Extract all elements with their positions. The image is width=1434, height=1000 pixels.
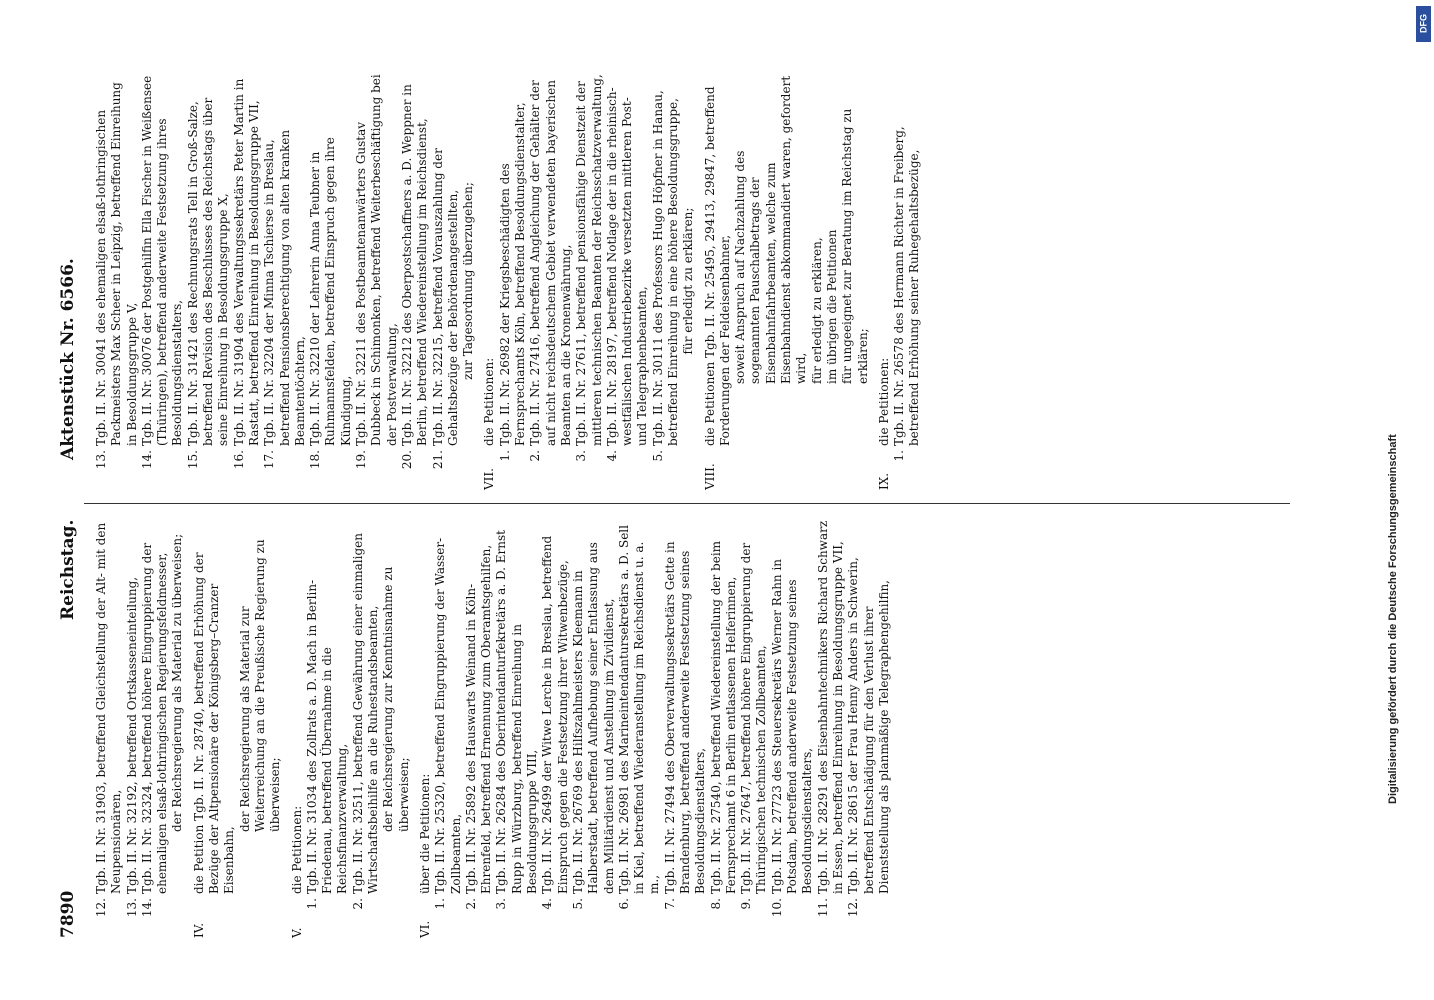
petition-item — [528, 72, 574, 490]
page-number: 7890 — [58, 890, 78, 938]
item-number: 1. — [433, 898, 448, 910]
item-number: V. — [289, 927, 304, 938]
petition-item — [94, 72, 140, 490]
petition-item — [464, 520, 495, 938]
item-number: 2. — [528, 450, 543, 462]
right-column — [94, 72, 923, 490]
item-text: Tgb. II. Nr. 32215, betreffend Vorauszahlung der Gehaltsbezüge der Behördenangestellten, — [430, 148, 460, 446]
decision-text: der Reichsregierung zur Kenntnisnahme zu überweisen; — [381, 566, 411, 832]
decision-text: zur Tagesordnung überzugehen; — [461, 182, 476, 380]
page-title: Reichstag. — [58, 519, 78, 620]
item-number: VI. — [417, 920, 432, 938]
item-text: Tgb. II. Nr. 30076 der Postgehilfin Ella Fischer in Weißensee (Thüringen), betreffend anderweite Festsetzung ihres Besoldungsdienstalters, — [139, 75, 185, 446]
item-text: die Petitionen: — [482, 357, 497, 446]
item-text: Tgb. II. Nr. 32212 des Oberpostschaffners a. D. Weppner in Berlin, betreffend Wiedereinstellung im Reichsdienst, — [399, 84, 430, 446]
petition-item — [94, 520, 125, 938]
item-number: 5. — [650, 450, 665, 462]
item-text: Tgb. II. Nr. 30041 des ehemaligen elsaß-lothringischen Packmeisters Max Scheer in Leipzig, betreffend Einreihung in Besoldungsgruppe V, — [94, 82, 139, 446]
item-number: 17. — [262, 450, 277, 470]
item-text: Tgb. II. Nr. 26981 des Marineintendantursekretärs a. D. Sell in Kiel, betreffend Wiederanstellung im Reichsdienst u. a. m., — [616, 525, 662, 894]
petition-item — [540, 520, 571, 938]
item-text: Tgb. II. Nr. 27494 des Oberverwaltungssekretärs Gette in Brandenburg, betreffend anderweite Festsetzung seines Besoldungsdienstalters, — [662, 541, 708, 894]
item-text: Tgb. II. Nr. 26982 der Kriegsbeschädigten des Fernsprechamts Köln, betreffend Besoldungsdienstalter, — [497, 102, 528, 446]
section-heading — [482, 72, 497, 490]
document-number: Aktenstück Nr. 6566. — [58, 258, 78, 460]
item-text: Tgb. II. Nr. 28291 des Eisenbahntechnikers Richard Schwarz in Essen, betreffend Einreihung in Besoldungsgruppe VII, — [815, 520, 845, 894]
item-number: IX. — [876, 472, 891, 490]
decision-text: für erledigt zu erklären; — [681, 207, 696, 355]
item-number: 21. — [430, 450, 445, 470]
petition-item — [232, 72, 263, 490]
item-text: Tgb. II. Nr. 26769 des Hilfszahlmeisters Kleemann in Halberstadt, betreffend Aufhebung seiner Entlassung aus dem Militärdienst und Anstellung im Zivildienst, — [570, 542, 616, 894]
item-text: Tgb. II. Nr. 26578 des Hermann Richter in Freiberg, betreffend Erhöhung seiner Ruhegehaltsbezüge, — [892, 126, 922, 446]
petition-item — [498, 72, 529, 490]
item-number: 1. — [892, 450, 907, 462]
decision-text: soweit Anspruch auf Nachzahlung des sogenannten Pauschalbetrags der Eisenbahnfahrbeamten, welche zum Eisenbahndienst abkommandiert waren, gefordert wird, — [733, 75, 809, 384]
decision-text: für erledigt zu erklären, — [809, 237, 824, 384]
item-number: 15. — [185, 450, 200, 470]
section-heading — [192, 520, 238, 938]
petition-item — [262, 72, 308, 490]
item-number: 19. — [354, 450, 369, 470]
item-number: 9. — [739, 898, 754, 910]
item-number: 2. — [463, 898, 478, 910]
petition-item — [494, 520, 540, 938]
section-heading — [290, 520, 305, 938]
item-text: die Petitionen Tgb. II. Nr. 25495, 29413, 29847, betreffend Forderungen der Feldeisenbahner, — [702, 86, 732, 446]
item-text: Tgb. II. Nr. 28615 der Frau Henny Anders in Schwerin, betreffend Entschädigung für den Verlust ihrer Dienststellung als planmäßige Telegraphengehilfin, — [846, 557, 891, 894]
item-number: 4. — [604, 450, 619, 462]
item-number: IV. — [191, 922, 206, 938]
petition-item — [433, 520, 464, 938]
item-number: 4. — [540, 898, 555, 910]
decision-text: der Reichsregierung als Material zu überweisen; — [170, 533, 185, 832]
item-text: Tgb. II. Nr. 32324, betreffend höhere Eingruppierung der ehemaligen elsaß-lothringischen Regierungsfeldmesser, — [139, 542, 170, 894]
petition-item — [739, 520, 770, 938]
item-number: VII. — [482, 468, 497, 490]
item-number: 3. — [574, 450, 589, 462]
item-number: 18. — [308, 450, 323, 470]
item-number: 12. — [846, 898, 861, 918]
item-number: 11. — [815, 898, 830, 918]
petition-item — [770, 520, 816, 938]
item-number: 12. — [94, 898, 108, 918]
item-number: 16. — [231, 450, 246, 470]
item-text: Tgb. II. Nr. 32211 des Postbeamtenanwärters Gustav Dubbeck in Schimonken, betreffend Weiterbeschäftigung bei der Postverwaltung, — [354, 74, 399, 446]
digitization-credit: Digitalisierung gefördert durch die Deutsche Forschungsgemeinschaft — [1387, 434, 1399, 804]
item-number: 6. — [616, 898, 631, 910]
petition-item — [617, 520, 663, 938]
item-number: 14. — [139, 450, 154, 470]
section-heading — [703, 72, 734, 490]
petition-item — [846, 520, 892, 938]
decision-text: der Reichsregierung als Material zur Weiterreichung an die Preußische Regierung zu überweisen; — [237, 539, 283, 832]
item-text: Tgb. II. Nr. 28197, betreffend Notlage der in die rheinisch-westfälischen Industriebezirke versetzten mittleren Post- und Telegraphenbeamten, — [604, 87, 650, 446]
item-number: 1. — [497, 450, 512, 462]
item-text: Tgb. II. Nr. 32511, betreffend Gewährung einer einmaligen Wirtschaftsbeihilfe an die Ruhestandsbeamten, — [350, 533, 381, 894]
item-number: 3. — [494, 898, 509, 910]
section-heading — [877, 72, 892, 490]
item-text: Tgb. II. Nr. 27611, betreffend pensionsfähige Dienstzeit der mittleren technischen Beamten der Reichsschatzverwaltung, — [574, 74, 604, 446]
petition-item — [125, 520, 140, 938]
petition-item — [354, 72, 400, 490]
petition-item — [140, 72, 186, 490]
item-number: VIII. — [702, 463, 717, 490]
item-text: Tgb. II. Nr. 25892 des Hauswarts Weinand in Köln-Ehrenfeld, betreffend Ernennung zum Oberamtsgehilfen, — [463, 544, 494, 894]
petition-item — [431, 72, 462, 490]
item-text: Tgb. II. Nr. 31421 des Rechnungsrats Tell in Groß-Salze, betreffend Revision des Beschlusses des Reichstags über seine Einreihung in Besoldungsgruppe X, — [185, 97, 231, 446]
item-text: Tgb. II. Nr. 26499 der Witwe Lerche in Breslau, betreffend Einspruch gegen die Festsetzung ihrer Witwenbezüge, — [540, 535, 570, 894]
petition-item — [709, 520, 740, 938]
item-text: Tgb. II. Nr. 32204 der Minna Tschierse in Breslau, betreffend Pensionsberechtigung von alten kranken Beamtentöchtern, — [262, 129, 307, 446]
item-text: Tgb. II. Nr. 30111 des Professors Hugo Höpfner in Hanau, betreffend Einreihung in eine höhere Besoldungsgruppe, — [650, 90, 680, 446]
petition-item — [571, 520, 617, 938]
petition-item — [140, 520, 171, 938]
dfg-logo: DFG — [1416, 6, 1431, 42]
item-text: Tgb. II. Nr. 31034 des Zollrats a. D. Mach in Berlin-Friedenau, betreffend Übernahme in die Reichsfinanzverwaltung, — [304, 579, 350, 894]
column-divider — [84, 503, 1290, 504]
item-number: 20. — [399, 450, 414, 470]
petition-item — [400, 72, 431, 490]
petition-item — [651, 72, 682, 490]
item-text: Tgb. II. Nr. 27723 des Steuersekretärs Werner Rahn in Potsdam, betreffend anderweite Festsetzung seines Besoldungsdienstalters, — [769, 558, 815, 894]
item-number: 8. — [708, 898, 723, 910]
petition-item — [892, 72, 923, 490]
item-text: Tgb. II. Nr. 27540, betreffend Wiedereinstellung der beim Fernsprechamt 6 in Berlin entlassenen Helferinnen, — [708, 540, 738, 894]
item-text: Tgb. II. Nr. 27647, betreffend höhere Eingruppierung der Thüringischen technischen Zollbeamten, — [739, 542, 769, 894]
petition-item — [663, 520, 709, 938]
item-text: die Petitionen: — [876, 357, 891, 446]
item-text: Tgb. II. Nr. 27416, betreffend Angleichung der Gehälter der auf nicht reichsdeutschem Gebiet verwendeten bayerischen Beamten an die Kronenwährung, — [528, 80, 573, 446]
decision-text: für ungeeignet zur Beratung im Reichstag zu erklären; — [840, 108, 870, 384]
item-number: 13. — [124, 898, 139, 918]
item-text: Tgb. II. Nr. 26284 des Oberintendanturfekretärs a. D. Ernst Rupp in Würzburg, betreffend Einreihung in Besoldungsgruppe VIII, — [494, 530, 540, 894]
item-number: 1. — [304, 898, 319, 910]
item-number: 5. — [570, 898, 585, 910]
item-text: die Petition Tgb. II. Nr. 28740, betreffend Erhöhung der Bezüge der Altpensionäre der Königsberg–Cranzer Eisenbahn, — [191, 552, 237, 894]
item-number: 7. — [662, 898, 677, 910]
item-text: Tgb. II. Nr. 32192, betreffend Ortskasseneinteilung, — [124, 576, 139, 894]
petition-item — [574, 72, 605, 490]
petition-item — [186, 72, 232, 490]
item-text: Tgb. II. Nr. 31904 des Verwaltungssekretärs Peter Martin in Rastatt, betreffend Einreihung in Besoldungsgruppe VII, — [231, 78, 261, 446]
petition-item — [816, 520, 847, 938]
petition-item — [351, 520, 382, 938]
item-number: 10. — [769, 898, 784, 918]
item-text: über die Petitionen: — [417, 773, 432, 894]
item-text: Tgb. II. Nr. 25320, betreffend Eingruppierung der Wasser-Zollbeamten, — [433, 537, 463, 894]
item-text: Tgb. II. Nr. 31903, betreffend Gleichstellung der Alt- mit den Neupensionären, — [94, 522, 124, 894]
item-number: 2. — [350, 898, 365, 910]
item-text: die Petitionen: — [289, 805, 304, 894]
item-text: Tgb. II. Nr. 32210 der Lehrerin Anna Teubner in Ruhmannsfelden, betreffend Einspruch gegen ihre Kündigung, — [308, 137, 353, 446]
item-number: 13. — [94, 450, 108, 470]
section-heading — [418, 520, 433, 938]
left-column — [94, 520, 892, 938]
item-number: 14. — [139, 898, 154, 918]
decision-text: im übrigen die Petitionen — [824, 229, 839, 384]
petition-item — [308, 72, 354, 490]
petition-item — [305, 520, 351, 938]
petition-item — [605, 72, 651, 490]
